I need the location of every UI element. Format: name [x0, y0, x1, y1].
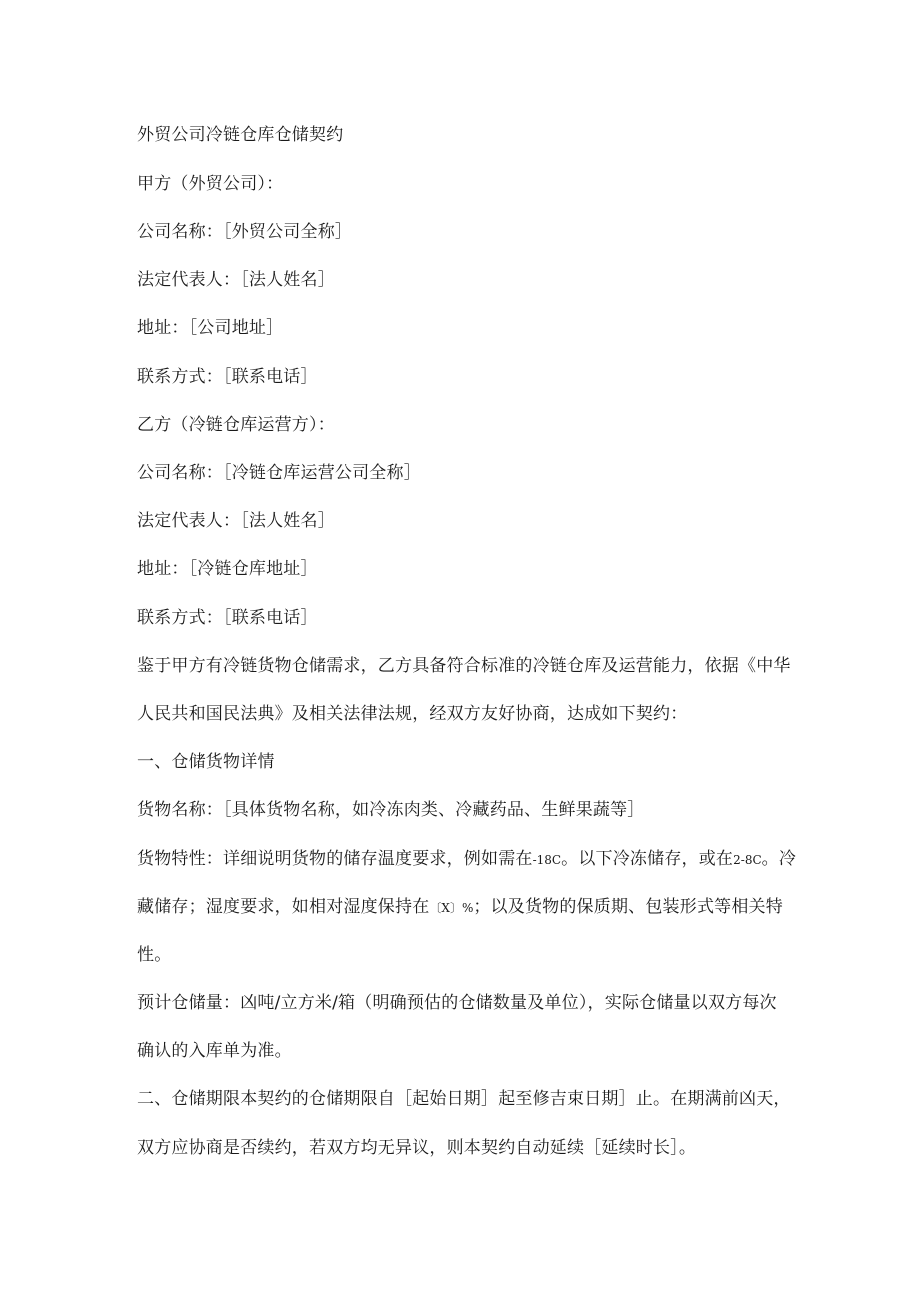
section-2-line-1: 二、仓储期限本契约的仓储期限自［起始日期］起至修吉束日期］止。在期满前凶天， [137, 1089, 791, 1109]
characteristics-text-3: 。冷 [761, 849, 797, 869]
preamble-line-1: 鉴于甲方有冷链货物仓储需求，乙方具备符合标准的冷链仓库及运营能力，依据《中华 [137, 656, 791, 676]
party-b-company: 公司名称：［冷链仓库运营公司全称］ [137, 463, 421, 483]
party-a-company: 公司名称：［外贸公司全称］ [137, 222, 353, 242]
party-a-contact: 联系方式：［联系电话］ [137, 367, 318, 387]
storage-quantity-line-2: 确认的入库单为准。 [137, 1041, 292, 1061]
party-a-address: 地址：［公司地址］ [137, 318, 284, 338]
characteristics-text-4: 藏储存；湿度要求，如相对湿度保持在 [137, 897, 430, 917]
characteristics-text-5: ；以及货物的保质期、包装形式等相关特 [473, 897, 783, 917]
party-b-address: 地址：［冷链仓库地址］ [137, 559, 318, 579]
party-a-representative: 法定代表人：［法人姓名］ [137, 270, 335, 290]
document-title: 外贸公司冷链仓库仓储契约 [137, 125, 344, 145]
goods-characteristics-line-3: 性。 [137, 945, 172, 965]
goods-characteristics-line-2 [137, 895, 783, 920]
preamble-line-2: 人民共和国民法典》及相关法律法规，经双方友好协商，达成如下契约： [137, 704, 688, 724]
characteristics-text-1: 货物特性：详细说明货物的储存温度要求，例如需在 [137, 849, 533, 869]
party-a-heading: 甲方（外贸公司）： [137, 174, 284, 194]
storage-quantity-line-1: 预计仓储量：凶吨/立方米/箱（明确预估的仓储数量及单位），实际仓储量以双方每次 [137, 993, 777, 1013]
party-b-contact: 联系方式：［联系电话］ [137, 608, 318, 628]
characteristics-text-2: 。以下冷冻储存，或在 [561, 849, 734, 869]
freezing-temperature: -18C [532, 853, 562, 867]
goods-name: 货物名称：［具体货物名称，如冷冻肉类、冷藏药品、生鲜果蔬等］ [137, 800, 645, 820]
party-b-representative: 法定代表人：［法人姓名］ [137, 511, 335, 531]
party-b-heading: 乙方（冷链仓库运营方）： [137, 415, 335, 435]
goods-characteristics-line-1 [137, 847, 796, 872]
section-1-heading: 一、仓储货物详情 [137, 752, 275, 772]
section-2-line-2: 双方应协商是否续约，若双方均无异议，则本契约自动延续［延续时长］。 [137, 1138, 697, 1158]
humidity-value: 〔X〕% [429, 901, 474, 915]
refrigeration-temperature: 2-8C [733, 853, 762, 867]
